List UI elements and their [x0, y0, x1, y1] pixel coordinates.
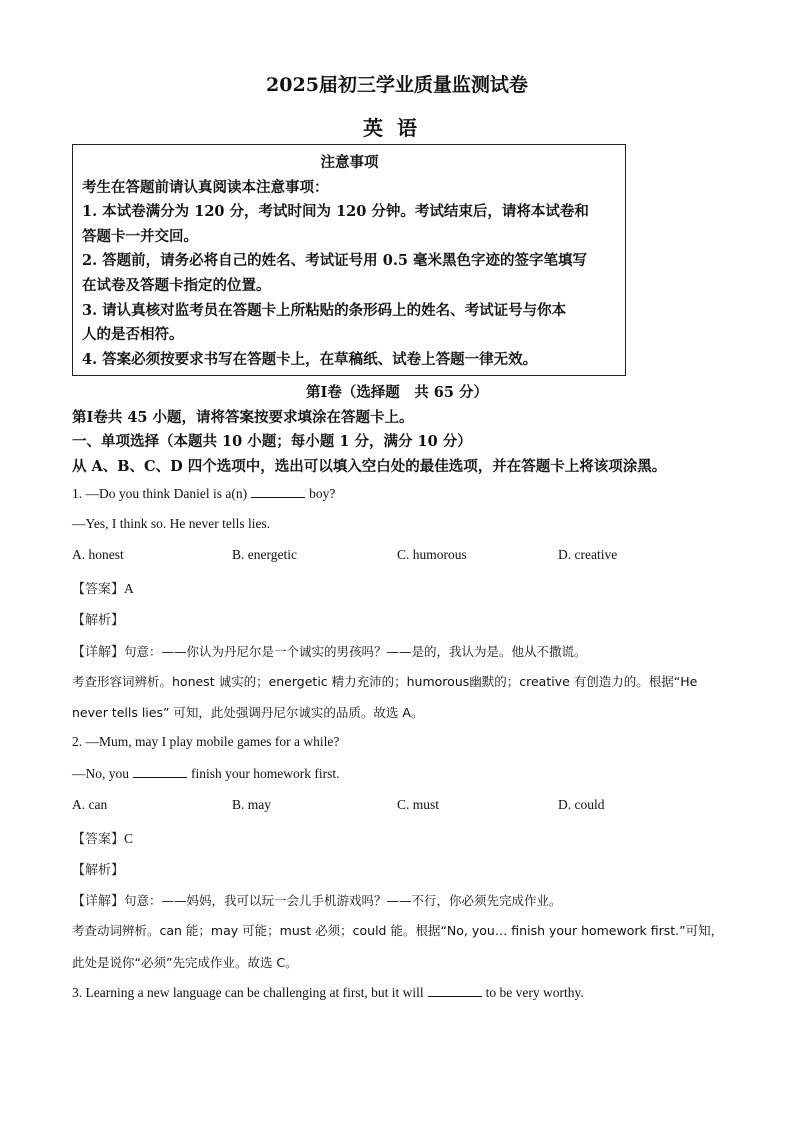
- question-2-stem: 2. —Mum, may I play mobile games for a while?: [72, 734, 340, 749]
- notice-line: 2. 答题前，请务必将自己的姓名、考试证号用 0.5 毫米黑色字迹的签字笔填写: [82, 252, 588, 270]
- answer-blank: [133, 765, 187, 778]
- notice-line: 答题卡一并交回。: [82, 227, 198, 245]
- q2-explain-1: 考查动词辨析。can 能；may 可能；must 必须；could 能。根据“No, you… finish your homework first.”可知，: [72, 923, 724, 938]
- q2-option-d: D. could: [558, 797, 605, 812]
- question-1-reply: —Yes, I think so. He never tells lies.: [72, 516, 271, 531]
- q2-option-b: B. may: [232, 797, 271, 812]
- part-title: 第Ⅰ卷（选择题 共 65 分）: [305, 384, 489, 401]
- q2-analysis-tag: 【解析】: [72, 863, 125, 878]
- notice-line: 4. 答案必须按要求书写在答题卡上，在草稿纸、试卷上答题一律无效。: [82, 350, 538, 368]
- section-title: 一、单项选择（本题共 10 小题；每小题 1 分，满分 10 分）: [72, 433, 472, 450]
- notice-box: [72, 144, 626, 376]
- q1-option-b: B. energetic: [232, 547, 297, 562]
- q1-option-d: D. creative: [558, 547, 618, 562]
- q2-option-a: A. can: [72, 797, 108, 812]
- notice-line: 1. 本试卷满分为 120 分，考试时间为 120 分钟。考试结束后，请将本试卷和: [82, 203, 589, 221]
- q1-detail: 【详解】句意：——你认为丹尼尔是一个诚实的男孩吗？——是的，我认为是。他从不撒谎。: [72, 644, 587, 660]
- notice-line: 3. 请认真核对监考员在答题卡上所粘贴的条形码上的姓名、考试证号与你本: [82, 301, 567, 319]
- section-instruction: 从 A、B、C、D 四个选项中，选出可以填入空白处的最佳选项，并在答题卡上将该项涂黑。: [72, 458, 667, 475]
- question-3-stem: 3. Learning a new language can be challenging at first, but it will to be very worthy.: [72, 985, 584, 1000]
- notice-line: 在试卷及答题卡指定的位置。: [82, 276, 271, 294]
- notice-line: 考生在答题前请认真阅读本注意事项：: [82, 178, 329, 196]
- q2-option-c: C. must: [397, 797, 440, 812]
- answer-blank: [251, 485, 305, 498]
- answer-blank: [428, 984, 482, 997]
- q2-detail: 【详解】句意：——妈妈，我可以玩一会儿手机游戏吗？——不行，你必须先完成作业。: [72, 893, 562, 909]
- q1-explain-1: 考查形容词辨析。honest 诚实的；energetic 精力充沛的；humorous幽默的；creative 有创造力的。根据“He: [72, 674, 698, 689]
- q1-option-a: A. honest: [72, 547, 124, 562]
- q2-explain-2: 此处是说你“必须”先完成作业。故选 C。: [72, 955, 298, 970]
- notice-heading: 注意事项: [320, 154, 379, 171]
- q1-answer: 【答案】A: [72, 581, 134, 597]
- notice-line: 人的是否相符。: [82, 326, 184, 344]
- subject-title: 英语: [363, 116, 431, 140]
- q1-analysis-tag: 【解析】: [72, 613, 125, 628]
- q1-option-c: C. humorous: [397, 547, 467, 562]
- question-1-stem: 1. —Do you think Daniel is a(n) boy?: [72, 486, 336, 501]
- q1-explain-2: never tells lies” 可知，此处强调丹尼尔诚实的品质。故选 A。: [72, 705, 424, 720]
- part-instruction: 第Ⅰ卷共 45 小题，请将答案按要求填涂在答题卡上。: [72, 409, 414, 426]
- question-2-reply: —No, you finish your homework first.: [72, 766, 340, 781]
- exam-title: 2025届初三学业质量监测试卷: [266, 74, 528, 96]
- q2-answer: 【答案】C: [72, 831, 134, 847]
